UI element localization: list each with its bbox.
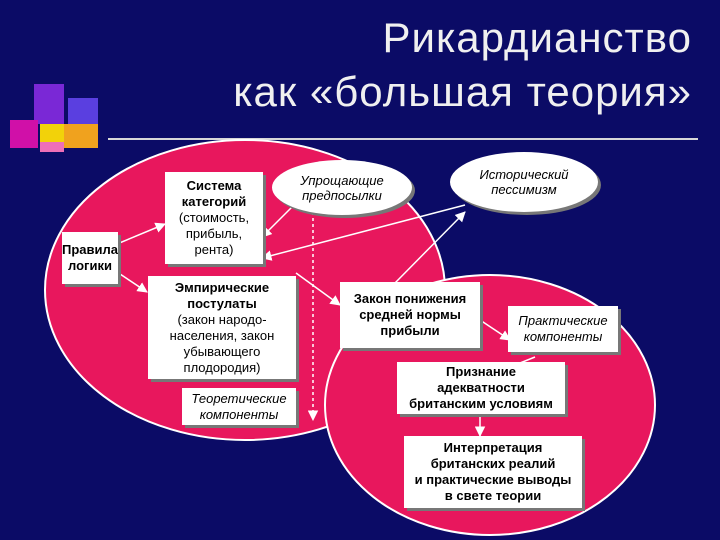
logic-rules-label: Правила логики [62, 242, 118, 273]
falling-profit-law-label: Закон понижения средней нормы прибыли [353, 291, 467, 338]
interpretation-box [404, 436, 582, 508]
historical-pessimism-oval [450, 152, 598, 212]
theoretical-components-label: Теоретические компоненты [191, 390, 287, 422]
theoretical-components-box [182, 388, 296, 425]
practical-components-box [508, 306, 618, 352]
interpretation-label: Интерпретация британских реалий и практические выводы в свете теории [414, 440, 572, 503]
empirical-box [148, 276, 296, 379]
categories-box [165, 172, 263, 264]
empirical-title: Эмпирические постулаты [174, 279, 270, 311]
historical-pessimism-label: Исторический пессимизм [479, 167, 569, 197]
categories-body: (стоимость, прибыль, рента) [178, 210, 250, 257]
title-line-2: как «большая теория» [233, 68, 692, 115]
falling-profit-law-box [340, 282, 480, 348]
logic-rules-box [62, 232, 118, 284]
practical-components-label: Практические компоненты [518, 313, 608, 344]
adequacy-recognition-label: Признание адекватности британским условиям [409, 364, 553, 411]
categories-title: Система категорий [181, 178, 247, 209]
title-line-1: Рикардианство [382, 14, 692, 61]
adequacy-recognition-box [397, 362, 565, 414]
empirical-body: (закон народо- населения, закон убывающего плодородия) [169, 311, 275, 375]
simplifying-premises-label: Упрощающие предпосылки [300, 172, 384, 203]
simplifying-premises-oval [272, 160, 412, 215]
